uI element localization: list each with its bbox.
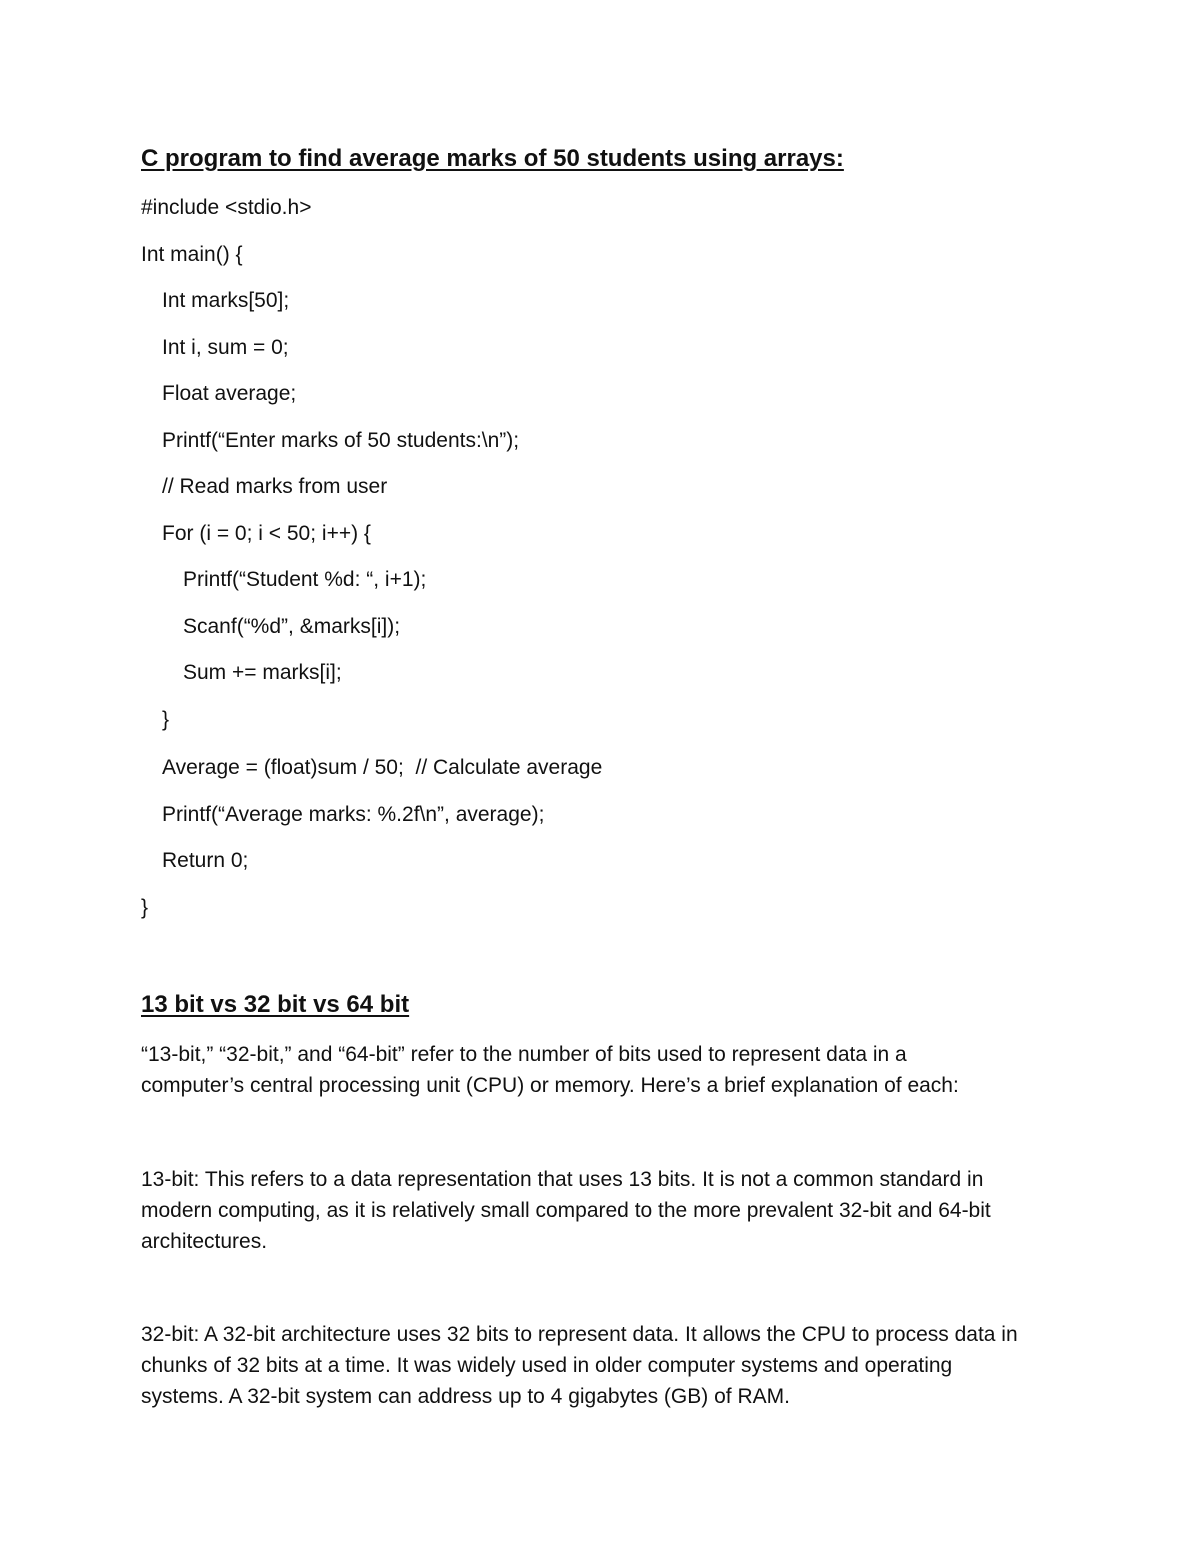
- code-line: Int i, sum = 0;: [162, 336, 289, 359]
- paragraph-line: systems. A 32-bit system can address up to 4 gigabytes (GB) of RAM.: [141, 1385, 790, 1408]
- code-line: }: [162, 708, 170, 731]
- paragraph-line: “13-bit,” “32-bit,” and “64-bit” refer to the number of bits used to represent data in a: [141, 1043, 907, 1066]
- code-line: Printf(“Student %d: “, i+1);: [183, 568, 427, 591]
- code-line: }: [141, 896, 149, 919]
- paragraph-13-bit: [141, 1164, 1061, 1257]
- code-line: Sum += marks[i];: [183, 661, 342, 684]
- intro-paragraph: [141, 1039, 1061, 1101]
- code-line: // Read marks from user: [162, 475, 388, 498]
- paragraph-32-bit: [141, 1319, 1061, 1412]
- paragraph-line: computer’s central processing unit (CPU) or memory. Here’s a brief explanation of each:: [141, 1074, 959, 1097]
- bits-heading: 13 bit vs 32 bit vs 64 bit: [141, 991, 410, 1018]
- code-line: Average = (float)sum / 50; // Calculate average: [162, 756, 603, 779]
- program-heading: C program to find average marks of 50 students using arrays:: [141, 145, 844, 172]
- code-line: Printf(“Average marks: %.2f\n”, average);: [162, 803, 545, 826]
- code-line: Printf(“Enter marks of 50 students:\n”);: [162, 429, 520, 452]
- code-line: Int main() {: [141, 243, 243, 266]
- code-line: Return 0;: [162, 849, 249, 872]
- code-line: Int marks[50];: [162, 289, 290, 312]
- code-line: #include <stdio.h>: [141, 196, 312, 219]
- paragraph-line: 32-bit: A 32-bit architecture uses 32 bits to represent data. It allows the CPU to process data in: [141, 1323, 1018, 1346]
- code-line: For (i = 0; i < 50; i++) {: [162, 522, 371, 545]
- paragraph-line: architectures.: [141, 1230, 268, 1253]
- paragraph-line: chunks of 32 bits at a time. It was widely used in older computer systems and operating: [141, 1354, 953, 1377]
- paragraph-line: 13-bit: This refers to a data representation that uses 13 bits. It is not a common standard in: [141, 1168, 984, 1191]
- code-line: Scanf(“%d”, &marks[i]);: [183, 615, 401, 638]
- paragraph-line: modern computing, as it is relatively small compared to the more prevalent 32-bit and 64-bit: [141, 1199, 991, 1222]
- code-line: Float average;: [162, 382, 297, 405]
